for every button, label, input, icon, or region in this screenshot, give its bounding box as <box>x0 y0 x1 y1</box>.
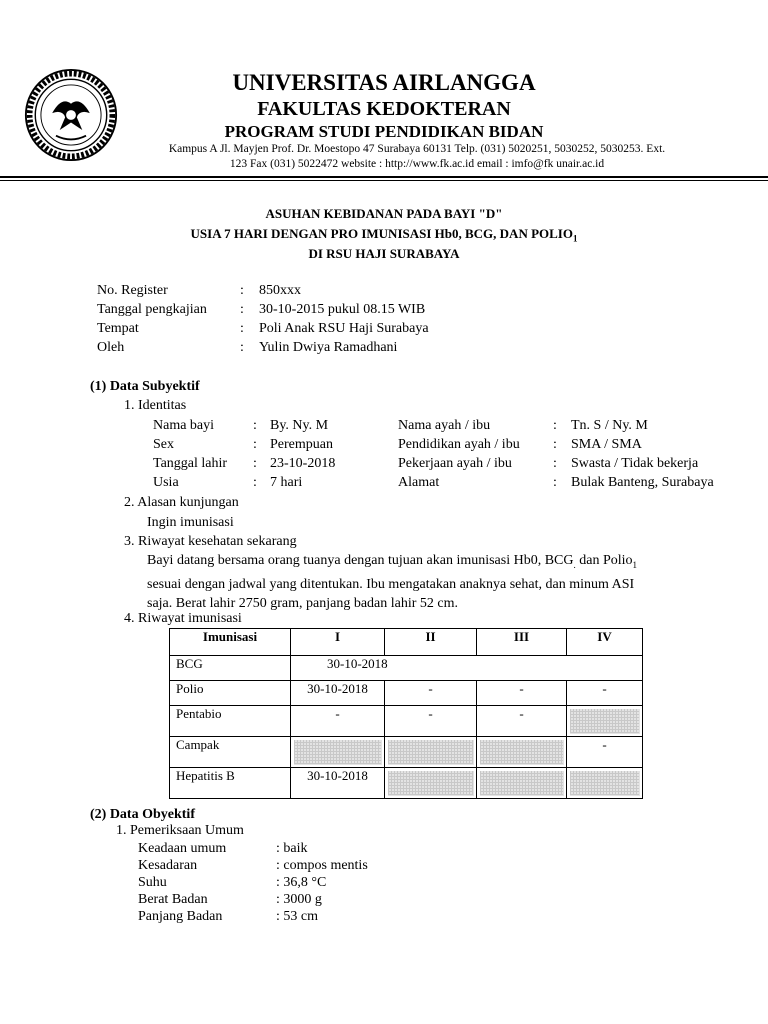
program-name: PROGRAM STUDI PENDIDIKAN BIDAN <box>224 122 544 141</box>
separator: : <box>253 456 257 471</box>
identity-value: By. Ny. M <box>270 418 329 433</box>
exam-labels <box>138 840 226 925</box>
identity-label: Tanggal lahir <box>153 456 228 471</box>
riwayat-imunisasi-item: 4. Riwayat imunisasi <box>124 611 242 626</box>
cell-value: - <box>385 706 477 737</box>
alasan-item: 2. Alasan kunjungan <box>124 495 239 510</box>
register-label: No. Register <box>97 283 168 298</box>
separator: : <box>553 475 557 490</box>
cell-value: - <box>477 706 567 737</box>
exam-label: Berat Badan <box>138 892 208 907</box>
row-name: Hepatitis B <box>170 768 291 799</box>
separator: : <box>553 418 557 433</box>
shaded-cell <box>385 737 477 768</box>
identity-value: Tn. S / Ny. M <box>571 418 648 433</box>
exam-value: : 3000 g <box>276 892 322 907</box>
cell-value: 30-10-2018 <box>291 681 385 706</box>
shaded-cell <box>477 737 567 768</box>
identity-label: Pendidikan ayah / ibu <box>398 437 520 452</box>
exam-value: : 36,8 °C <box>276 875 327 890</box>
exam-label: Kesadaran <box>138 858 198 873</box>
identity-value: Swasta / Tidak bekerja <box>571 456 699 471</box>
exam-values <box>276 840 368 925</box>
col-header-i: I <box>291 629 385 656</box>
separator: : <box>253 475 257 490</box>
separator: : <box>240 340 244 355</box>
shaded-cell <box>567 768 643 799</box>
shaded-cell <box>291 737 385 768</box>
riwayat-kesehatan-text <box>147 551 707 613</box>
col-header-iv: IV <box>567 629 643 656</box>
subjective-heading: (1) Data Subyektif <box>90 379 200 394</box>
exam-value: : baik <box>276 841 308 856</box>
register-value: 30-10-2015 pukul 08.15 WIB <box>259 302 426 317</box>
register-value: 850xxx <box>259 283 301 298</box>
row-name: Campak <box>170 737 291 768</box>
row-name: BCG <box>170 656 291 681</box>
identity-label: Sex <box>153 437 174 452</box>
table-header-row <box>170 629 643 656</box>
cell-value: 30-10-2018 <box>291 768 385 799</box>
cell-value: - <box>385 681 477 706</box>
identity-right-seps <box>553 416 557 492</box>
shaded-cell <box>385 768 477 799</box>
register-value: Yulin Dwiya Ramadhani <box>259 340 398 355</box>
separator: : <box>553 437 557 452</box>
address-block <box>112 142 722 172</box>
identitas-item: 1. Identitas <box>124 398 187 413</box>
identity-left-seps <box>253 416 257 492</box>
identity-value: Perempuan <box>270 437 333 452</box>
register-separators <box>240 281 244 357</box>
riwayat-kesehatan-item: 3. Riwayat kesehatan sekarang <box>124 534 297 549</box>
alasan-text: Ingin imunisasi <box>147 515 234 530</box>
exam-label: Suhu <box>138 875 167 890</box>
university-name: UNIVERSITAS AIRLANGGA <box>232 70 536 95</box>
cell-value: - <box>291 706 385 737</box>
riwayat-line-3: saja. Berat lahir 2750 gram, panjang badan lahir 52 cm. <box>147 595 459 611</box>
address-line-1: Kampus A Jl. Mayjen Prof. Dr. Moestopo 47 Surabaya 60131 Telp. (031) 5020251, 5030252, 5030253. Ext. <box>168 143 666 155</box>
register-label: Tanggal pengkajian <box>97 302 207 317</box>
identity-label: Nama bayi <box>153 418 215 433</box>
separator: : <box>253 418 257 433</box>
register-value: Poli Anak RSU Haji Surabaya <box>259 321 429 336</box>
col-header-ii: II <box>385 629 477 656</box>
exam-value: : 53 cm <box>276 909 318 924</box>
header-rule-thick <box>0 176 768 178</box>
identity-left-values <box>270 416 335 492</box>
shaded-cell <box>477 768 567 799</box>
identity-label: Alamat <box>398 475 440 490</box>
register-labels <box>97 281 207 357</box>
identity-value: Bulak Banteng, Surabaya <box>571 475 714 490</box>
separator: : <box>240 321 244 336</box>
identity-value: SMA / SMA <box>571 437 642 452</box>
cell-value: - <box>567 737 643 768</box>
row-name: Polio <box>170 681 291 706</box>
identity-left-labels <box>153 416 227 492</box>
pemeriksaan-item: 1. Pemeriksaan Umum <box>116 823 244 838</box>
cell-value: - <box>477 681 567 706</box>
identity-label: Pekerjaan ayah / ibu <box>398 456 512 471</box>
table-row <box>170 737 643 768</box>
identity-label: Nama ayah / ibu <box>398 418 491 433</box>
separator: : <box>240 302 244 317</box>
table-row <box>170 656 643 681</box>
col-header-imunisasi: Imunisasi <box>170 629 291 656</box>
objective-heading: (2) Data Obyektif <box>90 807 195 822</box>
identity-right-labels <box>398 416 520 492</box>
document-title-line-2: USIA 7 HARI DENGAN PRO IMUNISASI Hb0, BCG, DAN $POLIO_1$ <box>190 226 578 244</box>
shaded-cell <box>567 706 643 737</box>
exam-label: Panjang Badan <box>138 909 223 924</box>
cell-value: - <box>567 681 643 706</box>
identity-value: 7 hari <box>270 475 303 490</box>
faculty-name: FAKULTAS KEDOKTERAN <box>257 98 511 120</box>
col-header-iii: III <box>477 629 567 656</box>
immunization-table <box>169 628 643 799</box>
register-label: Oleh <box>97 340 125 355</box>
separator: : <box>240 283 244 298</box>
cell-bcg-i: 30-10-2018 <box>291 656 643 681</box>
register-values <box>259 281 429 357</box>
exam-label: Keadaan umum <box>138 841 227 856</box>
header-rule-thin <box>0 180 768 181</box>
exam-value: : compos mentis <box>276 858 368 873</box>
separator: : <box>553 456 557 471</box>
identity-value: 23-10-2018 <box>270 456 336 471</box>
register-label: Tempat <box>97 321 139 336</box>
identity-label: Usia <box>153 475 179 490</box>
separator: : <box>253 437 257 452</box>
document-title-line-1: ASUHAN KEBIDANAN PADA BAYI "D" <box>265 206 503 221</box>
table-row <box>170 681 643 706</box>
row-name: Pentabio <box>170 706 291 737</box>
document-title-line-3: DI RSU HAJI SURABAYA <box>308 246 460 261</box>
riwayat-line-1: Bayi datang bersama orang tuanya dengan tujuan akan imunisasi Hb0, $BCG_.$ dan Polio$_1$ <box>147 553 638 570</box>
table-row <box>170 706 643 737</box>
address-line-2: 123 Fax (031) 5022472 website : http://www.fk.ac.id email : imfo@fk unair.ac.id <box>229 158 605 170</box>
identity-right-values <box>571 416 714 492</box>
table-row <box>170 768 643 799</box>
riwayat-line-2: sesuai dengan jadwal yang ditentukan. Ibu mengatakan anaknya sehat, dan minum ASI <box>147 576 635 592</box>
